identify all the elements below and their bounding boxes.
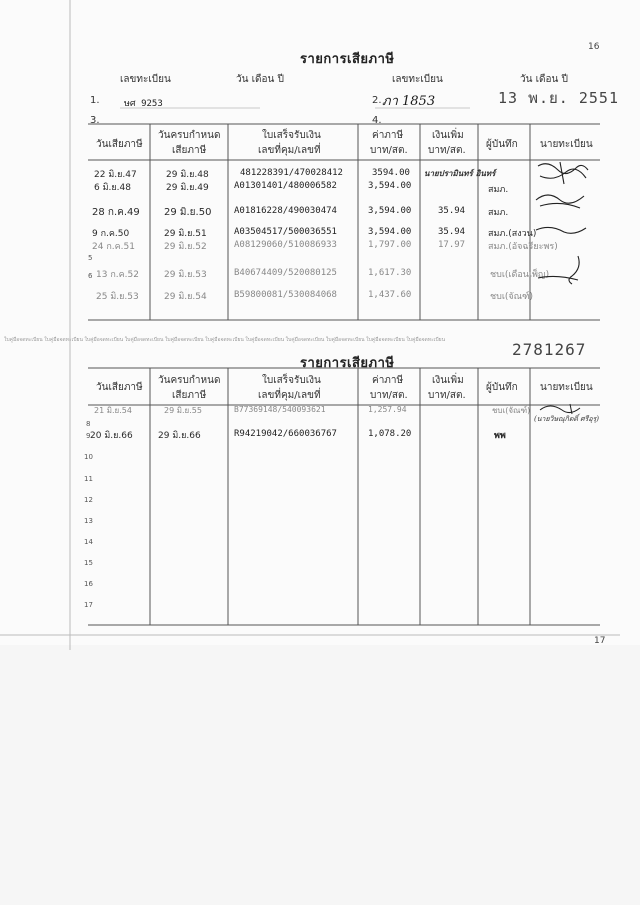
col-registrar: นายทะเบียน (540, 139, 593, 150)
row-number: 16 (84, 580, 93, 588)
col-tax-line1: ค่าภาษี (372, 130, 404, 141)
table-cell: 29 มิ.ย.55 (164, 406, 202, 415)
row-number: 13 (84, 517, 93, 525)
date-stamp: 13 พ.ย. 2551 (498, 89, 619, 107)
row-number: 9 (86, 432, 91, 440)
table-row: 25 มิ.ย.53 (96, 292, 139, 302)
table-cell: สมภ. (488, 185, 509, 195)
col-extra-line2-2: บาท/สต. (428, 390, 466, 401)
table-cell: B59800081/530084068 (234, 290, 337, 300)
col-paid-date: วันเสียภาษี (96, 139, 143, 150)
registrar-signature-lower (530, 400, 600, 430)
header-regno-1: เลขทะเบียน (120, 74, 171, 85)
table-cell: สมภ. (488, 208, 509, 218)
plate-number-1: ษศ 9253 (124, 99, 163, 109)
page-number-top: 16 (588, 42, 600, 52)
table-cell: ชบเ(จัณฑ์) (492, 406, 531, 415)
table-cell: 29 มิ.ย.52 (164, 242, 207, 252)
table-cell: สมภ.(อัจฉรียะพร) (488, 242, 558, 252)
table-cell: A01301401/480006582 (234, 181, 337, 191)
table-cell: A08129060/510086933 (234, 240, 337, 250)
header-date-1: วัน เดือน ปี (236, 74, 284, 85)
col-extra-line2: บาท/สต. (428, 145, 466, 156)
row-number: 11 (84, 475, 93, 483)
table-cell: 29 มิ.ย.50 (164, 207, 212, 218)
section1-title: รายการเสียภาษี (300, 52, 395, 67)
table-cell: A01816228/490030474 (234, 206, 337, 216)
col-tax-line1-2: ค่าภาษี (372, 375, 404, 386)
table-cell: R94219042/660036767 (234, 429, 337, 439)
entry-number-1: 1. (90, 95, 100, 106)
table-cell: 29 มิ.ย.49 (166, 183, 209, 193)
table-cell: ชบเ(จัณฑ์) (490, 292, 534, 302)
row-number: 15 (84, 559, 93, 567)
col-due-line2-2: เสียภาษี (172, 390, 207, 401)
table-cell: 1,078.20 (368, 429, 412, 439)
table-row: 22 มิ.ย.47 (94, 170, 137, 180)
col-registrar-2: นายทะเบียน (540, 382, 593, 393)
row-number: 8 (86, 420, 91, 428)
table-cell: พพ (494, 431, 506, 441)
row-number: 14 (84, 538, 93, 546)
table-cell: (นายวิษณุกิตติ์ ศรีอุรุ) (534, 415, 600, 423)
table-row: 6 มิ.ย.48 (94, 183, 131, 193)
table-cell: 1,437.60 (368, 290, 412, 300)
table-cell: 1,617.30 (368, 268, 412, 278)
table-cell: 29 มิ.ย.51 (164, 229, 207, 239)
col-receipt-line1-2: ใบเสร็จรับเงิน (262, 375, 321, 386)
col-tax-line2: บาท/สต. (370, 145, 408, 156)
table-cell: 1,797.00 (368, 240, 412, 250)
row-number: 12 (84, 496, 93, 504)
table-cell: ชบเ(เดือนเพ็ญ) (490, 270, 550, 280)
col-due-line2: เสียภาษี (172, 145, 207, 156)
plate-number-2: ภา 1853 (382, 94, 436, 109)
registrar-signatures (530, 160, 600, 320)
col-extra-line1-2: เงินเพิ่ม (432, 375, 464, 386)
table-cell: 3,594.00 (368, 181, 412, 191)
table-row: 24 ก.ค.51 (92, 242, 135, 252)
entry-number-4: 4. (372, 115, 382, 126)
table-cell: 3,594.00 (368, 206, 412, 216)
table-cell: 29 มิ.ย.53 (164, 270, 207, 280)
table-cell: นายปรามินทร์ อินทร์ (424, 168, 496, 178)
col-receipt-line2-2: เลขที่คุม/เลขที่ (258, 390, 321, 401)
table-cell: 1,257.94 (368, 405, 407, 414)
page-number-bottom: 17 (594, 636, 606, 646)
row-number: 17 (84, 601, 93, 609)
row-number: 5 (88, 254, 93, 262)
table-cell: 3594.00 (372, 168, 410, 178)
table-cell: 3,594.00 (368, 227, 412, 237)
table-cell: สมภ.(สงวน) (488, 229, 537, 239)
col-due-line1: วันครบกำหนด (158, 130, 221, 141)
entry-number-2: 2. (372, 95, 382, 106)
table-cell: 29 มิ.ย.54 (164, 292, 207, 302)
col-receipt-line2: เลขที่คุม/เลขที่ (258, 145, 321, 156)
col-recorder-2: ผู้บันทึก (486, 382, 518, 393)
table-cell: 17.97 (438, 240, 466, 250)
table-cell: 35.94 (438, 206, 466, 216)
strip-text: ใบคู่มือจดทะเบียน ใบคู่มือจดทะเบียน ใบคู่มือจดทะเบียน ใบคู่มือจดทะเบียน ใบคู่มือจดทะเบียน ใบคู่มือจดทะเบียน ใบคู่มือจดทะเบียน ใบคู่มือจดทะเบียน ใบคู่มือจดทะเบียน ใบคู่มือจดทะเบียน ใบคู่มือจดทะเบียน (4, 337, 446, 343)
table-row: 9 ก.ค.50 (92, 229, 130, 239)
table-cell: 29 มิ.ย.48 (166, 170, 209, 180)
col-paid-date-2: วันเสียภาษี (96, 382, 143, 393)
row-number: 10 (84, 453, 93, 461)
table-cell: A03504517/500036551 (234, 227, 337, 237)
table-cell: 35.94 (438, 227, 466, 237)
table-cell: 29 มิ.ย.66 (158, 431, 201, 441)
table-cell: B77369148/540093621 (234, 405, 326, 414)
col-tax-line2-2: บาท/สต. (370, 390, 408, 401)
header-date-2: วัน เดือน ปี (520, 74, 568, 85)
col-due-line1-2: วันครบกำหนด (158, 375, 221, 386)
col-extra-line1: เงินเพิ่ม (432, 130, 464, 141)
table-row: 21 มิ.ย.54 (94, 406, 132, 415)
header-regno-2: เลขทะเบียน (392, 74, 443, 85)
col-receipt-line1: ใบเสร็จรับเงิน (262, 130, 321, 141)
table-cell: 481228391/470028412 (240, 168, 343, 178)
entry-number-3: 3. (90, 115, 100, 126)
table-row: 20 มิ.ย.66 (90, 431, 133, 441)
table-cell: B40674409/520080125 (234, 268, 337, 278)
col-recorder: ผู้บันทึก (486, 139, 518, 150)
row-number: 6 (88, 272, 93, 280)
table-row: 28 ก.ค.49 (92, 207, 140, 218)
table-row: 13 ก.ค.52 (96, 270, 139, 280)
section2-title: รายการเสียภาษี (300, 356, 395, 371)
serial-number: 2781267 (512, 340, 587, 359)
